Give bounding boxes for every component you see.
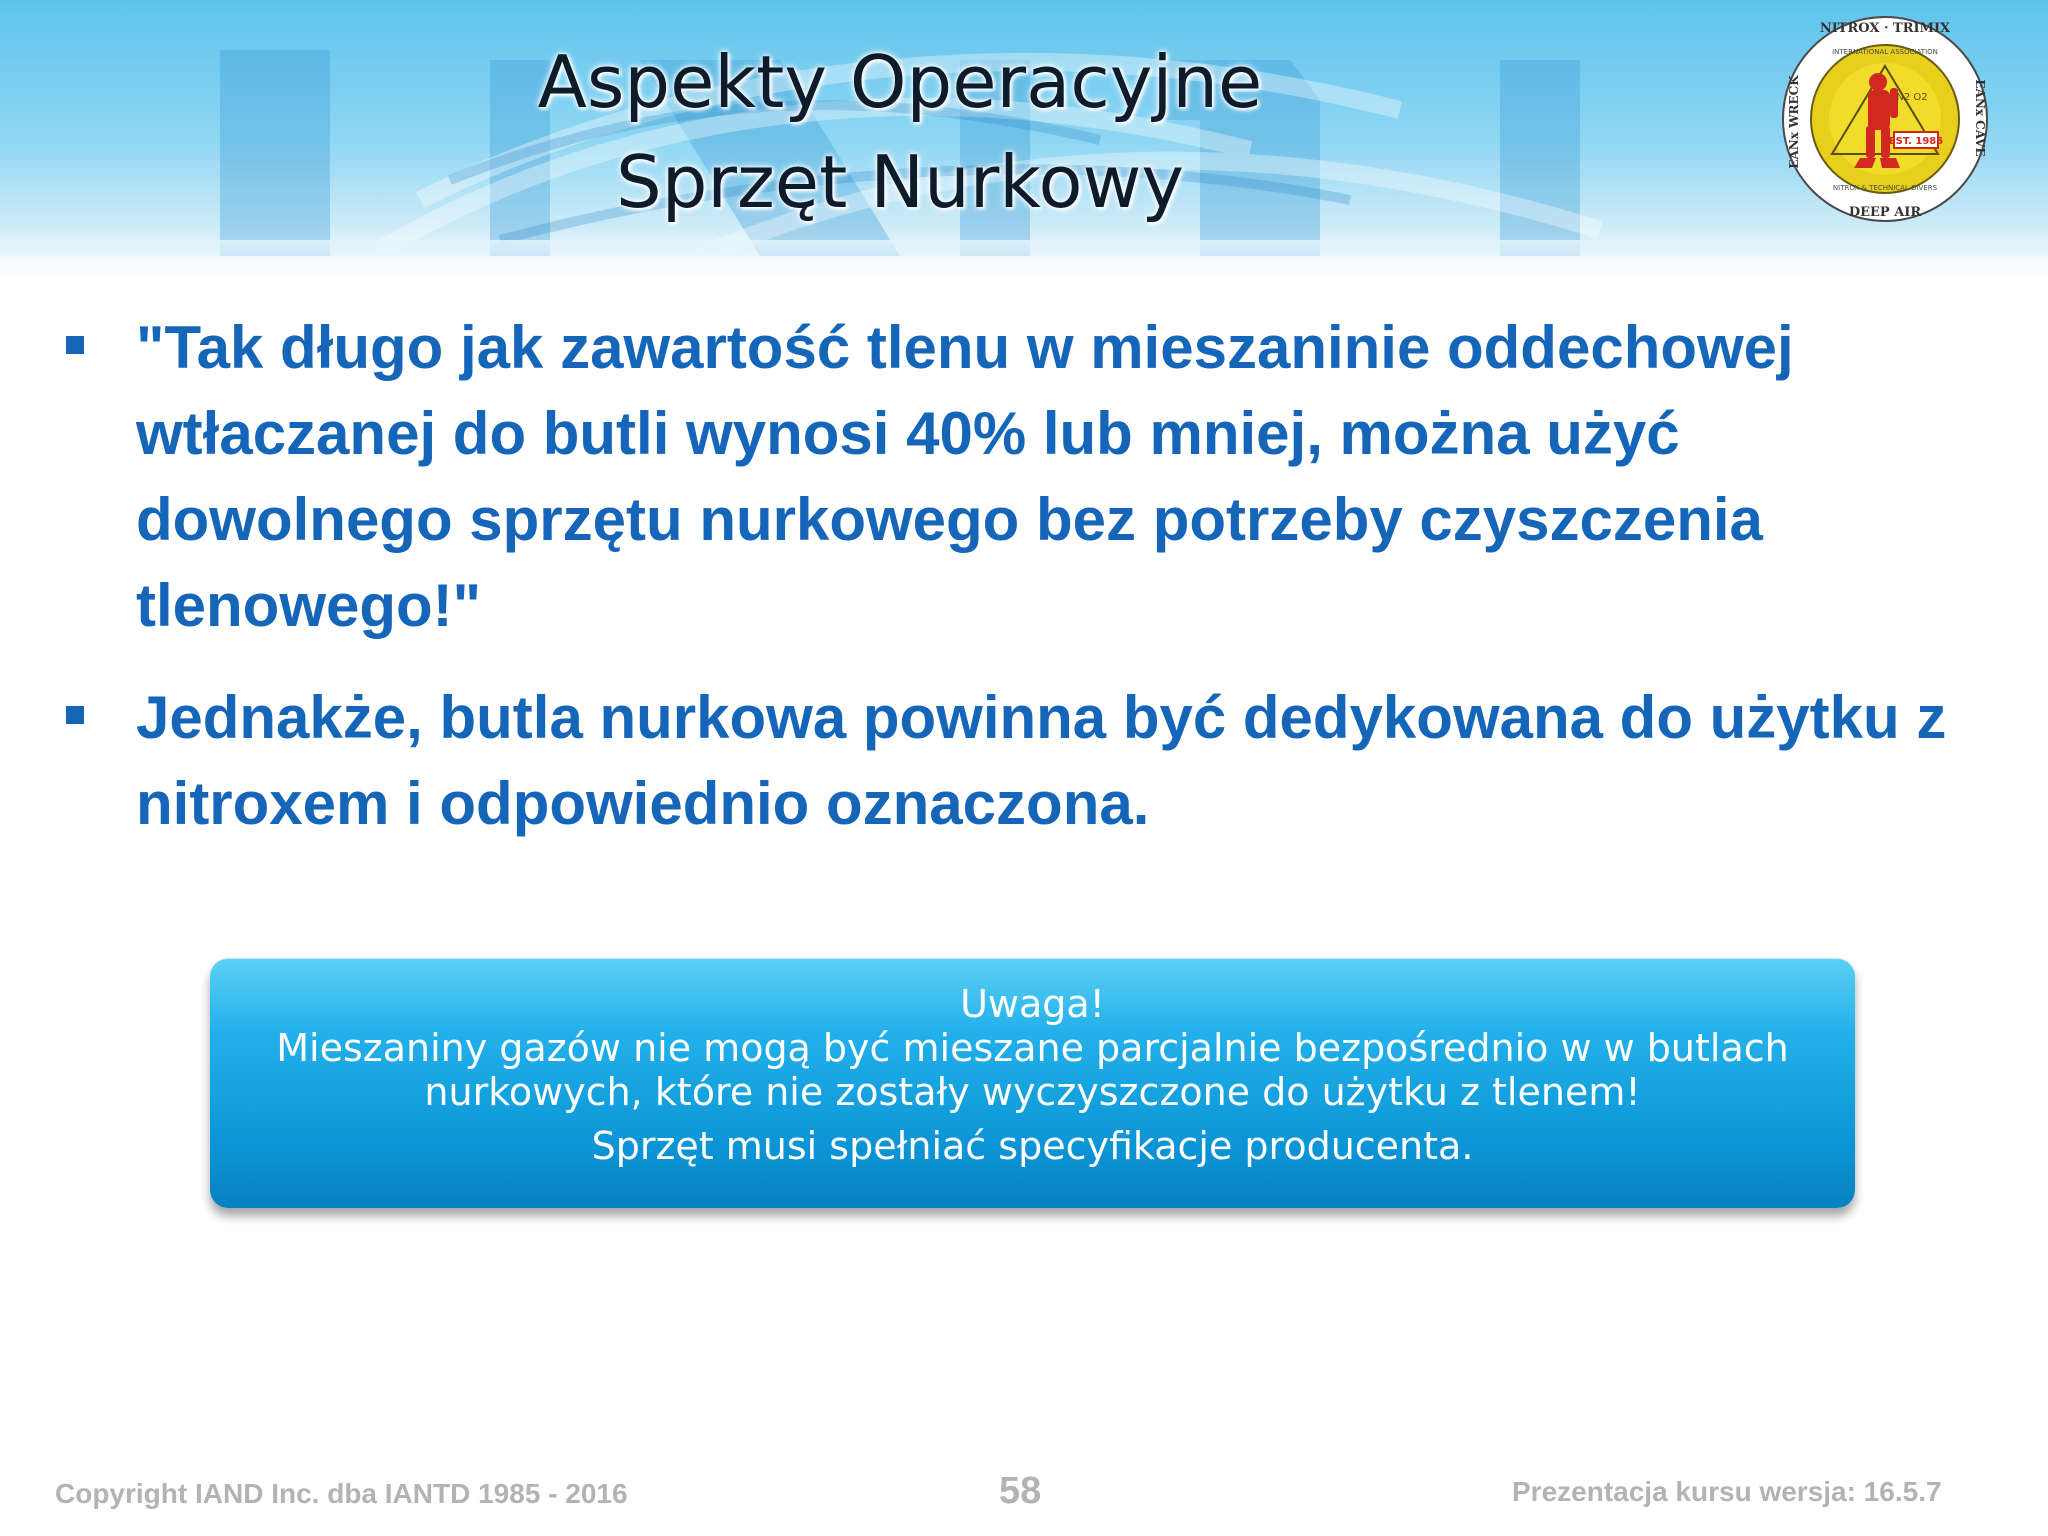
warning-text-2: Sprzęt musi spełniać specyfikacje producenta.	[591, 1124, 1474, 1168]
bullet-item-2	[60, 675, 1990, 847]
svg-text:DEEP AIR: DEEP AIR	[1848, 205, 1922, 220]
svg-text:N2 O2: N2 O2	[1896, 92, 1928, 103]
square-bullet-icon	[66, 706, 84, 724]
title-line-2: Sprzęt Nurkowy	[616, 140, 1184, 224]
page-number: 58	[999, 1470, 1042, 1512]
bullet-list	[60, 305, 1990, 873]
svg-text:EANx WRECK: EANx WRECK	[1787, 75, 1801, 169]
diver-logo-icon	[1780, 14, 1990, 224]
svg-text:EST. 1985: EST. 1985	[1888, 136, 1944, 147]
svg-text:EANx CAVE: EANx CAVE	[1973, 79, 1987, 157]
warning-box	[210, 958, 1855, 1208]
bullet-text-1: "Tak długo jak zawartość tlenu w mieszaninie oddechowej wtłaczanej do butli wynosi 40% lub mniej, można użyć dowolnego sprzętu nurkowego bez potrzeby czyszczenia tlenowego!"	[136, 314, 1794, 639]
warning-heading: Uwaga!	[960, 982, 1105, 1026]
svg-text:NITROX & TECHNICAL DIVERS: NITROX & TECHNICAL DIVERS	[1832, 184, 1938, 192]
header-banner	[0, 0, 2048, 256]
warning-text-1: Mieszaniny gazów nie mogą być mieszane parcjalnie bezpośrednio w w butlach nurkowych, które nie zostały wyczyszczone do użytku z tlenem!	[276, 1026, 1789, 1114]
footer-version: Prezentacja kursu wersja: 16.5.7	[1512, 1476, 1942, 1507]
title-line-1: Aspekty Operacyjne	[537, 40, 1263, 124]
bullet-text-2: Jednakże, butla nurkowa powinna być dedykowana do użytku z nitroxem i odpowiednio oznaczona.	[136, 684, 1947, 837]
svg-text:NITROX · TRIMIX: NITROX · TRIMIX	[1819, 21, 1951, 36]
slide-title	[400, 32, 1400, 232]
square-bullet-icon	[66, 336, 84, 354]
footer-copyright: Copyright IAND Inc. dba IANTD 1985 - 2016	[55, 1478, 628, 1509]
svg-text:INTERNATIONAL ASSOCIATION: INTERNATIONAL ASSOCIATION	[1832, 48, 1938, 56]
bullet-item-1	[60, 305, 1990, 649]
header-fade	[0, 240, 2048, 280]
